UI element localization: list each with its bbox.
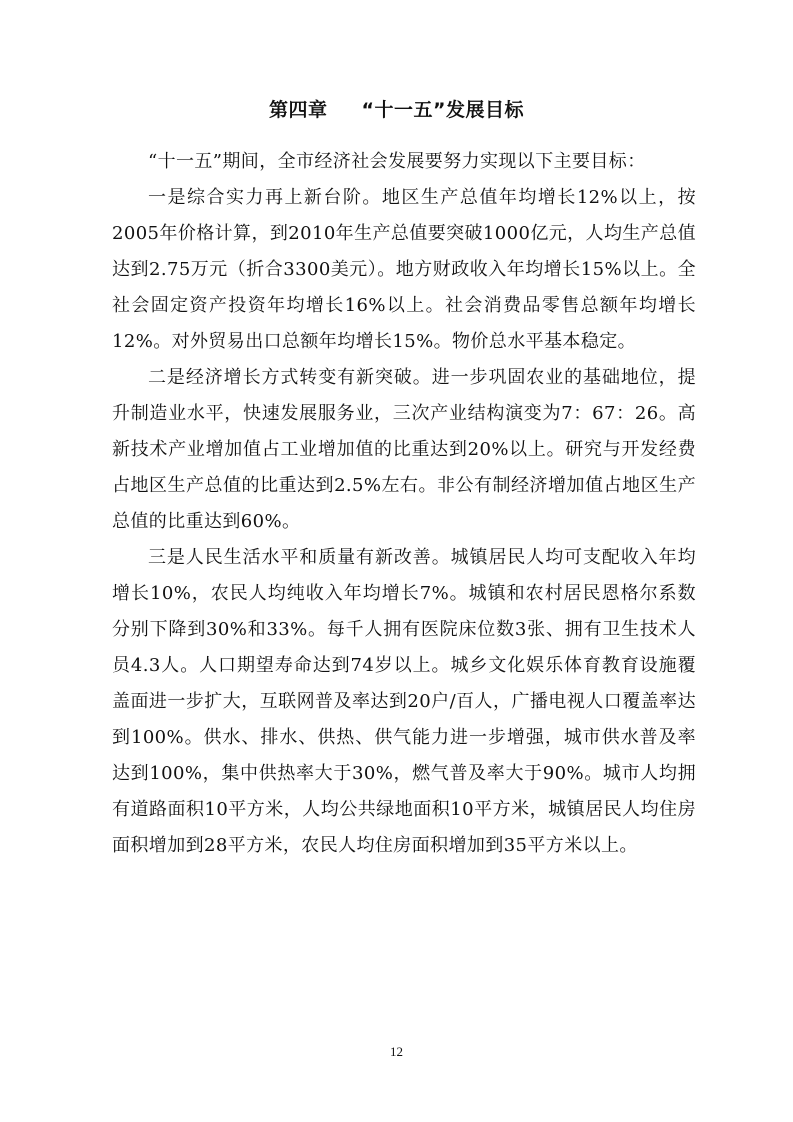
goal-paragraph-2 (112, 360, 696, 540)
paragraph-text: 城镇居民人均可支配收入年均增长10%，农民人均纯收入年均增长7%。城镇和农村居民恩格尔系数分别下降到30%和33%。每千人拥有医院床位数3张、拥有卫生技术人员4.3人。人口期望寿命达到74岁以上。城乡文化娱乐体育教育设施覆盖面进一步扩大，互联网普及率达到20户/百人，广播电视人口覆盖率达到100%。供水、排水、供热、供气能力进一步增强，城市供水普及率达到100%，集中供热率大于30%，燃气普及率大于90%。城市人均拥有道路面积10平方米，人均公共绿地面积10平方米，城镇居民人均住房面积增加到28平方米，农民人均住房面积增加到35平方米以上。 (112, 547, 696, 856)
paragraph-lead: 二是经济增长方式转变有新突破。 (148, 367, 432, 388)
paragraph-text: 进一步巩固农业的基础地位，提升制造业水平，快速发展服务业，三次产业结构演变为7：67：26。高新技术产业增加值占工业增加值的比重达到20%以上。研究与开发经费占地区生产总值的比重达到2.5%左右。非公有制经济增加值占地区生产总值的比重达到60%。 (112, 367, 696, 532)
chapter-number: 第四章 (269, 99, 328, 121)
paragraph-text: 地区生产总值年均增长12%以上，按2005年价格计算，到2010年生产总值要突破1000亿元，人均生产总值达到2.75万元（折合3300美元）。地方财政收入年均增长15%以上。全社会固定资产投资年均增长16%以上。社会消费品零售总额年均增长12%。对外贸易出口总额年均增长15%。物价总水平基本稳定。 (112, 187, 696, 352)
chapter-body (112, 144, 696, 864)
paragraph-text: “十一五”期间，全市经济社会发展要努力实现以下主要目标： (148, 151, 646, 172)
goal-paragraph-3 (112, 540, 696, 864)
chapter-heading: “十一五”发展目标 (361, 99, 524, 121)
page-number: 12 (390, 1044, 403, 1059)
chapter-title (0, 96, 793, 124)
goal-paragraph-1 (112, 180, 696, 360)
paragraph-lead: 三是人民生活水平和质量有新改善。 (148, 547, 451, 568)
paragraph-lead: 一是综合实力再上新台阶。 (148, 187, 382, 208)
intro-paragraph (112, 144, 696, 180)
